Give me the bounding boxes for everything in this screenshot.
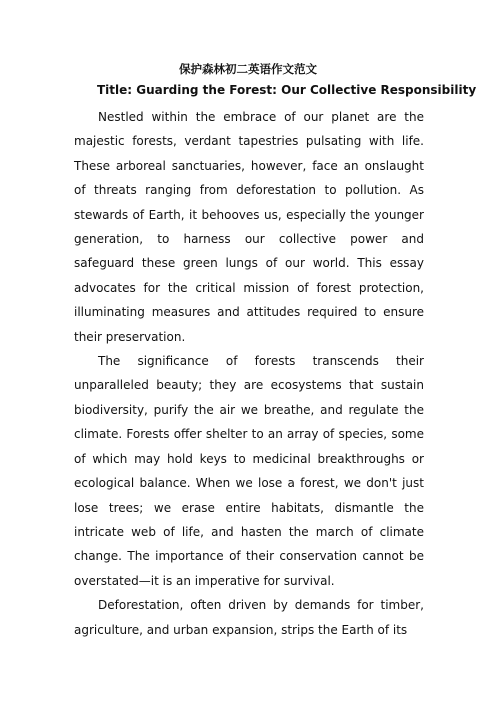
document-title: 保护森林初二英语作文范文 <box>179 62 317 76</box>
paragraph-1: Nestled within the embrace of our planet are the majestic forests, verdant tapestries pulsating with life. These arboreal sanctuaries, however, face an onslaught of threats ranging from deforestation to pollution. As stewards of Earth, it behooves us, especially the younger generation, to harness our collective power and safeguard these green lungs of our world. This essay advocates for the critical mission of forest protection, illuminating measures and attitudes required to ensure their preservation. <box>74 110 424 344</box>
essay-body <box>74 105 424 642</box>
essay-title: Title: Guarding the Forest: Our Collective Responsibility <box>97 83 477 97</box>
paragraph-2: The significance of forests transcends their unparalleled beauty; they are ecosystems that sustain biodiversity, purify the air we breathe, and regulate the climate. Forests offer shelter to an array of species, some of which may hold keys to medicinal breakthroughs or ecological balance. When we lose a forest, we don't just lose trees; we erase entire habitats, dismantle the intricate web of life, and hasten the march of climate change. The importance of their conservation cannot be overstated—it is an imperative for survival. <box>74 354 424 588</box>
paragraph-3: Deforestation, often driven by demands for timber, agriculture, and urban expansion, strips the Earth of its <box>74 598 424 637</box>
